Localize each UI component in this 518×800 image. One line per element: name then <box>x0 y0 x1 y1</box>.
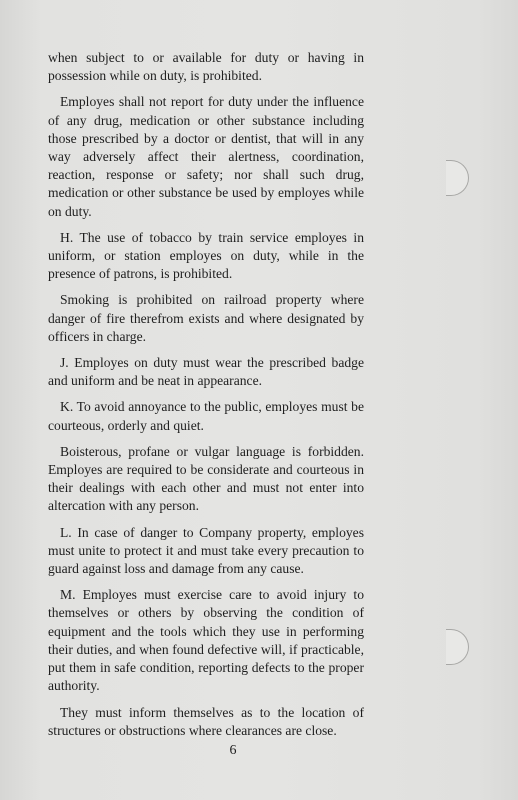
paragraph: L. In case of danger to Company property, employes must unite to protect it and must take every precaution to guard against loss and damage from any cause. <box>48 524 364 577</box>
paragraph: They must inform themselves as to the location of structures or obstructions where clearances are close. <box>48 704 364 738</box>
paragraph: Smoking is prohibited on railroad property where danger of fire therefrom exists and where designated by officers in charge. <box>48 292 364 344</box>
punch-hole-top <box>446 160 469 196</box>
body-text <box>48 49 364 748</box>
paragraph: J. Employes on duty must wear the prescribed badge and uniform and be neat in appearance. <box>48 355 364 389</box>
punch-hole-bottom <box>446 629 469 665</box>
paragraph: K. To avoid annoyance to the public, employes must be courteous, orderly and quiet. <box>48 399 364 433</box>
paragraph: H. The use of tobacco by train service employes in uniform, or station employes on duty, while in the presence of patrons, is prohibited. <box>48 229 364 282</box>
paragraph: Employes shall not report for duty under the influence of any drug, medication or other substance including those prescribed by a doctor or dentist, that will in any way adversely affect their alertness, coordination, reaction, response or safety; nor shall such drug, medication or other substance be used by employes while on duty. <box>48 94 364 219</box>
paragraph: M. Employes must exercise care to avoid injury to themselves or others by observing the condition of equipment and the tools which they use in performing their duties, and when found defective will, if practicable, put them in safe condition, reporting defects to the proper authority. <box>48 587 364 694</box>
paragraph: Boisterous, profane or vulgar language is forbidden. Employes are required to be considerate and courteous in their dealings with each other and must not enter into altercation with any person. <box>48 443 364 514</box>
page-number: 6 <box>229 743 237 758</box>
paragraph: when subject to or available for duty or having in possession while on duty, is prohibited. <box>48 50 364 84</box>
